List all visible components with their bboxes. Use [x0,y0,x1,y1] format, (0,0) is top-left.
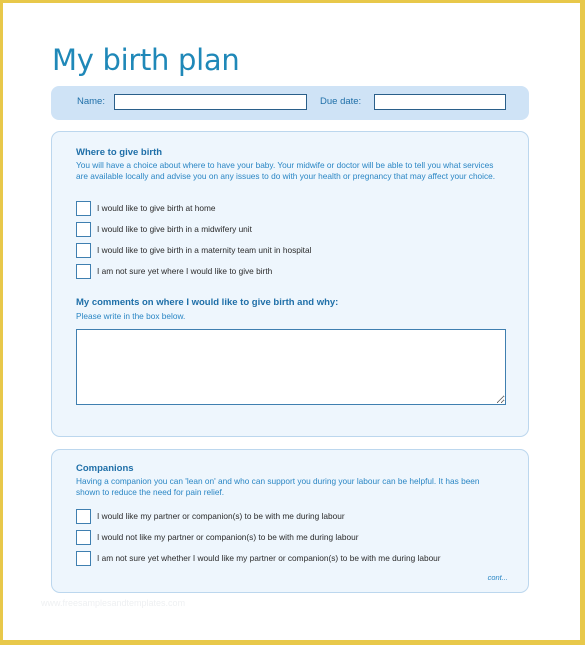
option-label: I would like to give birth at home [97,203,216,213]
where-section-title: Where to give birth [76,147,163,158]
due-date-label: Due date: [320,96,362,107]
companions-option-no [76,529,358,545]
comments-textarea[interactable] [76,329,506,405]
option-label: I would like to give birth in a midwifery unit [97,224,252,234]
where-option-midwifery-unit [76,221,252,237]
comments-hint: Please write in the box below. [76,311,186,321]
checkbox-hospital[interactable] [76,243,91,258]
where-option-hospital [76,242,311,258]
companions-option-yes [76,508,345,524]
due-date-field[interactable] [374,94,506,110]
option-label: I would like my partner or companion(s) to be with me during labour [97,511,345,521]
name-field[interactable] [114,94,307,110]
option-label: I am not sure yet whether I would like my partner or companion(s) to be with me during labour [97,553,441,563]
where-option-home [76,200,216,216]
where-section-intro: You will have a choice about where to have your baby. Your midwife or doctor will be able to tell you what services are available locally and advise you on any issues to do with your health or pregnancy that may affect your choice. [76,160,496,181]
checkbox-home-birth[interactable] [76,201,91,216]
checkbox-midwifery-unit[interactable] [76,222,91,237]
page-title: My birth plan [52,43,240,77]
watermark: www.freesamplesandtemplates.com [41,598,186,608]
checkbox-companion-yes[interactable] [76,509,91,524]
checkbox-companion-no[interactable] [76,530,91,545]
companions-section [51,449,529,593]
checkbox-not-sure-where[interactable] [76,264,91,279]
option-label: I would not like my partner or companion(s) to be with me during labour [97,532,359,542]
comments-title: My comments on where I would like to give birth and why: [76,297,339,308]
name-label: Name: [77,96,105,107]
birth-plan-page [3,3,580,640]
checkbox-companion-not-sure[interactable] [76,551,91,566]
continued-note: cont... [487,573,508,582]
companions-section-intro: Having a companion you can 'lean on' and who can support you during your labour can be helpful. It has been shown to reduce the need for pain relief. [76,476,480,497]
companions-option-not-sure [76,550,441,566]
where-option-not-sure [76,263,272,279]
companions-section-title: Companions [76,463,134,474]
option-label: I would like to give birth in a maternity team unit in hospital [97,245,312,255]
option-label: I am not sure yet where I would like to give birth [97,266,273,276]
name-due-date-bar [51,86,529,120]
where-to-give-birth-section [51,131,529,437]
